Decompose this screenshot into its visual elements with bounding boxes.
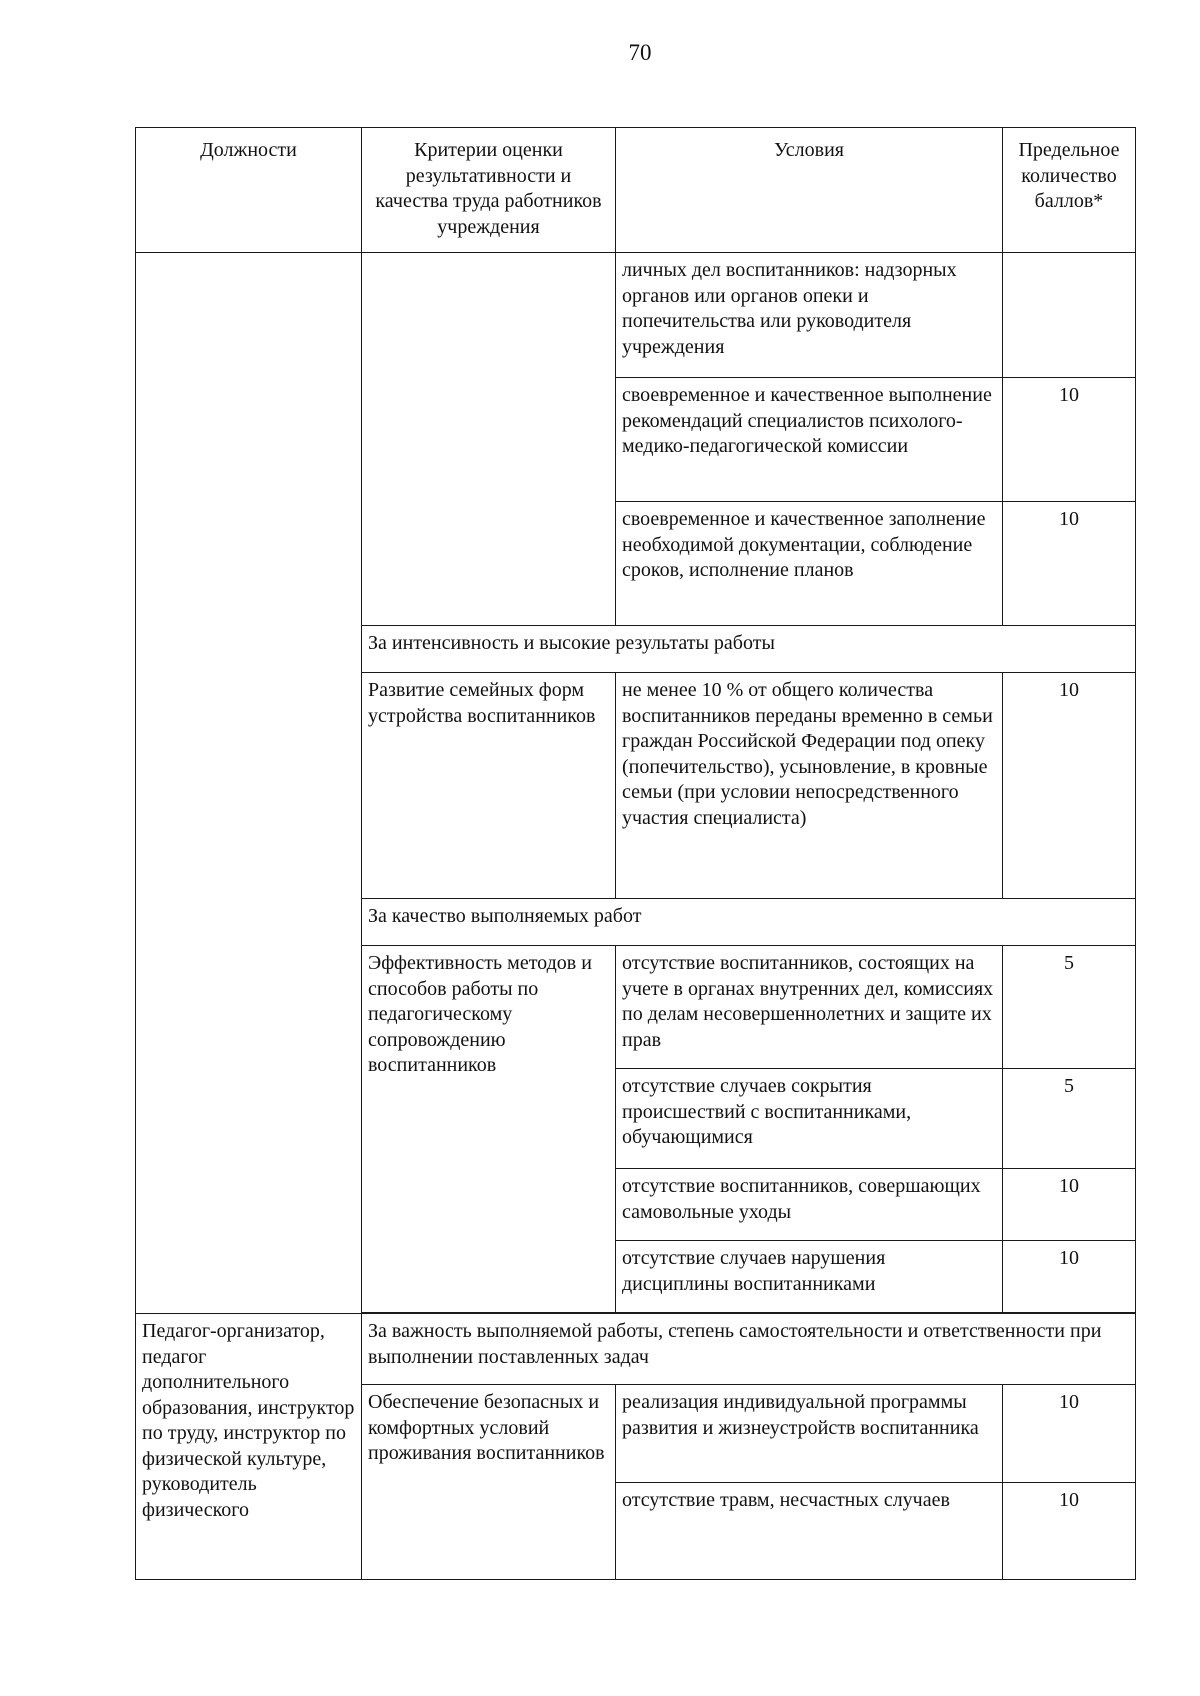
header-row — [136, 128, 1136, 253]
conditions-cell: реализация индивидуальной программы развития и жизнеустройств воспитанника — [616, 1385, 1003, 1483]
position-cell: Педагог-организатор, педагог дополнительного образования, инструктор по труду, инструктор по физической культуре, руководитель физического — [136, 1314, 362, 1580]
criterion-cell: Развитие семейных форм устройства воспитанников — [362, 673, 616, 899]
header-position: Должности — [136, 128, 362, 253]
section-intensity: За интенсивность и высокие результаты работы — [362, 626, 1136, 673]
conditions-cell: отсутствие случаев нарушения дисциплины воспитанниками — [616, 1241, 1003, 1313]
table-row — [136, 253, 1136, 378]
conditions-cell: отсутствие воспитанников, совершающих самовольные уходы — [616, 1169, 1003, 1241]
section-importance: За важность выполняемой работы, степень самостоятельности и ответственности при выполнении поставленных задач — [362, 1314, 1136, 1385]
criterion-cell: Эффективность методов и способов работы по педагогическому сопровождению воспитанников — [362, 946, 616, 1313]
points-cell: 10 — [1003, 378, 1136, 502]
section-row — [136, 1314, 1136, 1385]
conditions-cell: своевременное и качественное заполнение необходимой документации, соблюдение сроков, исполнение планов — [616, 502, 1003, 626]
conditions-cell: отсутствие случаев сокрытия происшествий с воспитанниками, обучающимися — [616, 1069, 1003, 1169]
page-number: 70 — [628, 40, 652, 65]
points-cell: 5 — [1003, 946, 1136, 1069]
conditions-cell: не менее 10 % от общего количества воспитанников переданы временно в семьи граждан Российской Федерации под опеку (попечительство), усыновление, в кровные семьи (при условии непосредственного участия специалиста) — [616, 673, 1003, 899]
points-cell: 10 — [1003, 673, 1136, 899]
conditions-cell: личных дел воспитанников: надзорных органов или органов опеки и попечительства или руководителя учреждения — [616, 253, 1003, 378]
points-cell: 10 — [1003, 1385, 1136, 1483]
header-criteria: Критерии оценки результативности и качества труда работников учреждения — [362, 128, 616, 253]
header-points: Предельное количество баллов* — [1003, 128, 1136, 253]
points-cell: 10 — [1003, 1241, 1136, 1313]
points-cell: 10 — [1003, 502, 1136, 626]
points-cell: 5 — [1003, 1069, 1136, 1169]
points-cell: 10 — [1003, 1483, 1136, 1580]
conditions-cell: своевременное и качественное выполнение рекомендаций специалистов психолого-медико-педагогической комиссии — [616, 378, 1003, 502]
conditions-cell: отсутствие воспитанников, состоящих на учете в органах внутренних дел, комиссиях по делам несовершеннолетних и защите их прав — [616, 946, 1003, 1069]
position-cell-empty — [136, 253, 362, 1314]
criterion-cell-empty — [362, 253, 616, 626]
section-quality: За качество выполняемых работ — [362, 899, 1136, 946]
criteria-table — [135, 127, 1136, 1580]
header-conditions: Условия — [616, 128, 1003, 253]
criterion-cell: Обеспечение безопасных и комфортных условий проживания воспитанников — [362, 1385, 616, 1580]
conditions-cell: отсутствие травм, несчастных случаев — [616, 1483, 1003, 1580]
points-cell: 10 — [1003, 1169, 1136, 1241]
points-cell — [1003, 253, 1136, 378]
